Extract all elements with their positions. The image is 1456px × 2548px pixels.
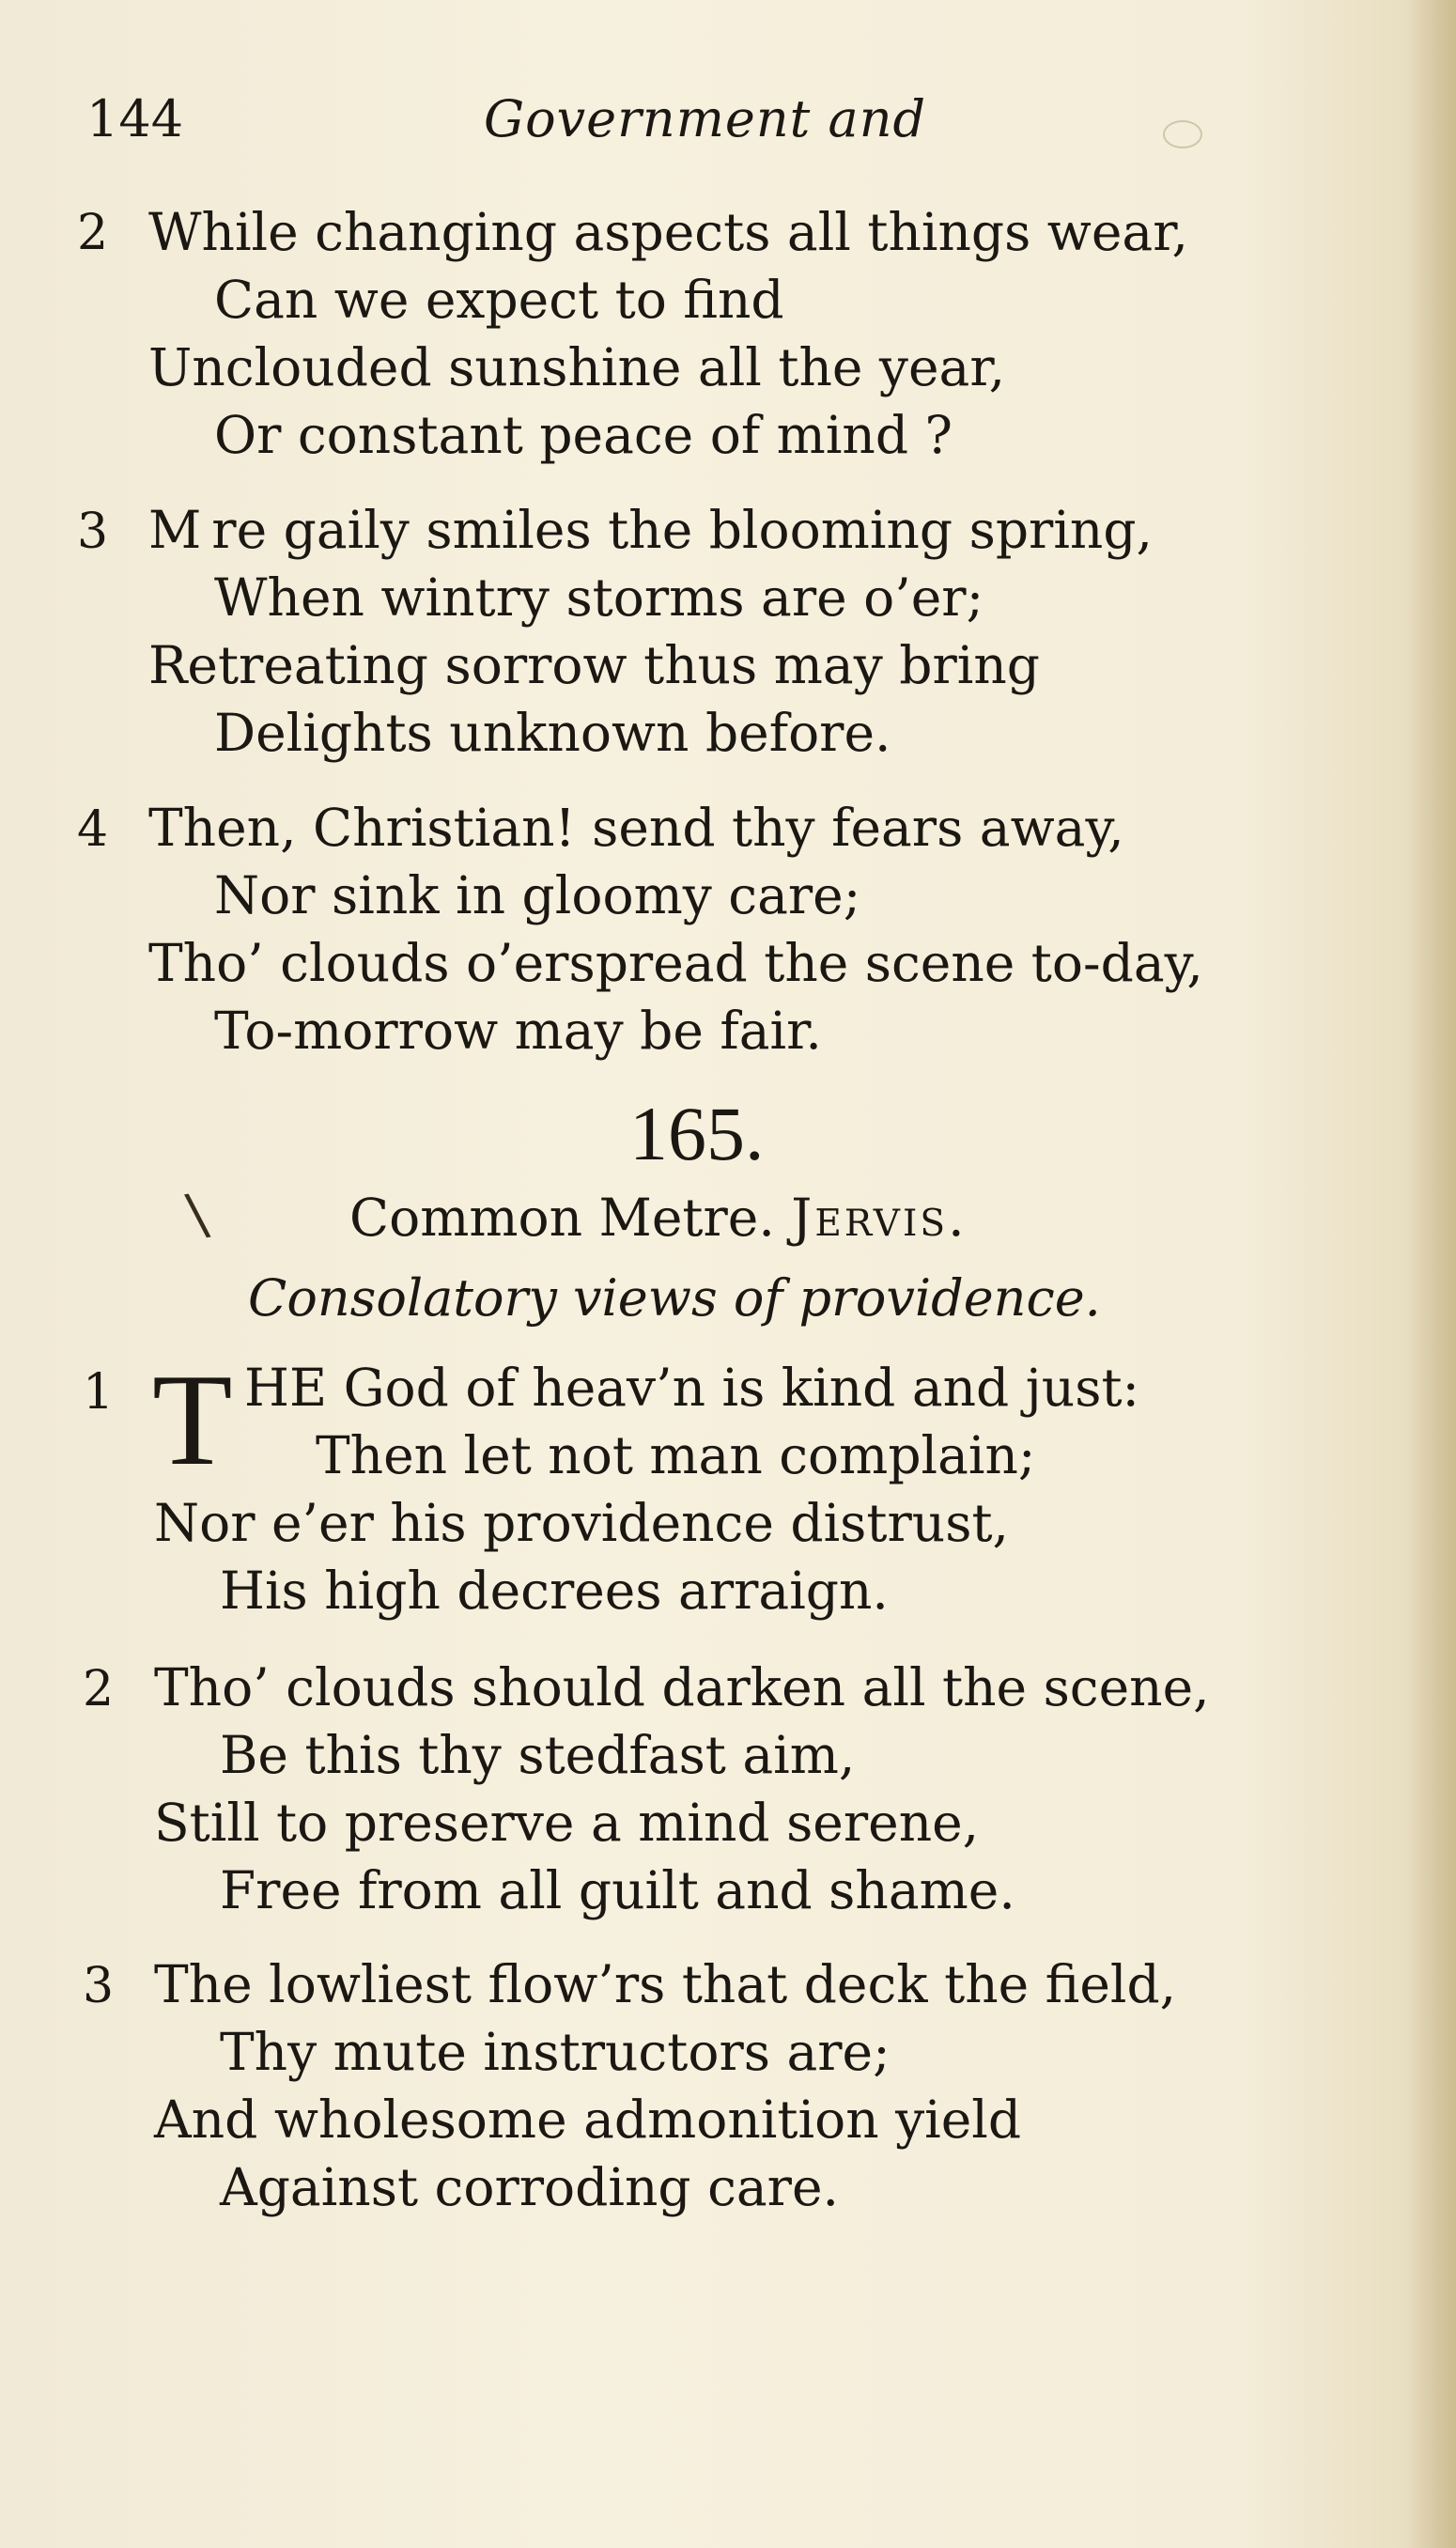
- author: Jervis.: [791, 1188, 968, 1248]
- verse-line: Against corroding care.: [220, 2157, 839, 2217]
- verse-line: The lowliest flow’rs that deck the field,: [154, 1954, 1177, 2014]
- verse-line: Nor sink in gloomy care;: [214, 865, 861, 925]
- verse-line: While changing aspects all things wear,: [148, 202, 1188, 262]
- verse-line: Can we expect to find: [214, 270, 784, 330]
- drop-cap: T: [152, 1347, 233, 1493]
- verse-line: Delights unknown before.: [214, 703, 891, 763]
- verse-line: M re gaily smiles the blooming spring,: [148, 500, 1154, 560]
- hymn-metre-line: [349, 1188, 968, 1248]
- metre: Common Metre.: [349, 1188, 775, 1248]
- page-edge-shadow: [1409, 0, 1456, 2548]
- verse-line: Be this thy stedfast aim,: [220, 1725, 856, 1785]
- verse-line: And wholesome admonition yield: [154, 2090, 1022, 2150]
- verse-line: Or constant peace of mind ?: [214, 405, 953, 465]
- verse-line: Then, Christian! send thy fears away,: [148, 798, 1124, 858]
- stanza-number: 1: [83, 1364, 115, 1421]
- verse-line: Still to preserve a mind serene,: [154, 1793, 980, 1853]
- hymn-number: 165.: [629, 1091, 765, 1176]
- verse-line: When wintry storms are o’er;: [214, 567, 984, 628]
- stanza-number: 3: [83, 1958, 115, 2014]
- verse-line: Free from all guilt and shame.: [220, 1860, 1015, 1920]
- verse-line: HE God of heav’n is kind and just:: [244, 1358, 1140, 1418]
- pencil-mark-icon: \: [182, 1180, 213, 1250]
- stanza-number: 3: [77, 504, 109, 560]
- stanza-number: 2: [83, 1661, 115, 1717]
- stanza-number: 4: [77, 801, 109, 858]
- ink-stain: [1163, 120, 1202, 148]
- verse-line: Unclouded sunshine all the year,: [148, 337, 1006, 397]
- page-number: 144: [86, 89, 184, 148]
- verse-line: Then let not man complain;: [316, 1425, 1036, 1485]
- running-title: Government and: [484, 89, 927, 148]
- verse-line: Tho’ clouds should darken all the scene,: [154, 1657, 1210, 1717]
- verse-line: His high decrees arraign.: [220, 1561, 889, 1621]
- verse-line: Thy mute instructors are;: [220, 2022, 891, 2082]
- stanza-number: 2: [77, 205, 109, 261]
- verse-line: Retreating sorrow thus may bring: [148, 635, 1040, 695]
- verse-line: To-morrow may be fair.: [214, 1001, 822, 1061]
- hymn-subtitle: Consolatory views of providence.: [248, 1268, 1101, 1328]
- verse-line: Tho’ clouds o’erspread the scene to-day,: [148, 933, 1203, 993]
- verse-line: Nor e’er his providence distrust,: [154, 1493, 1010, 1553]
